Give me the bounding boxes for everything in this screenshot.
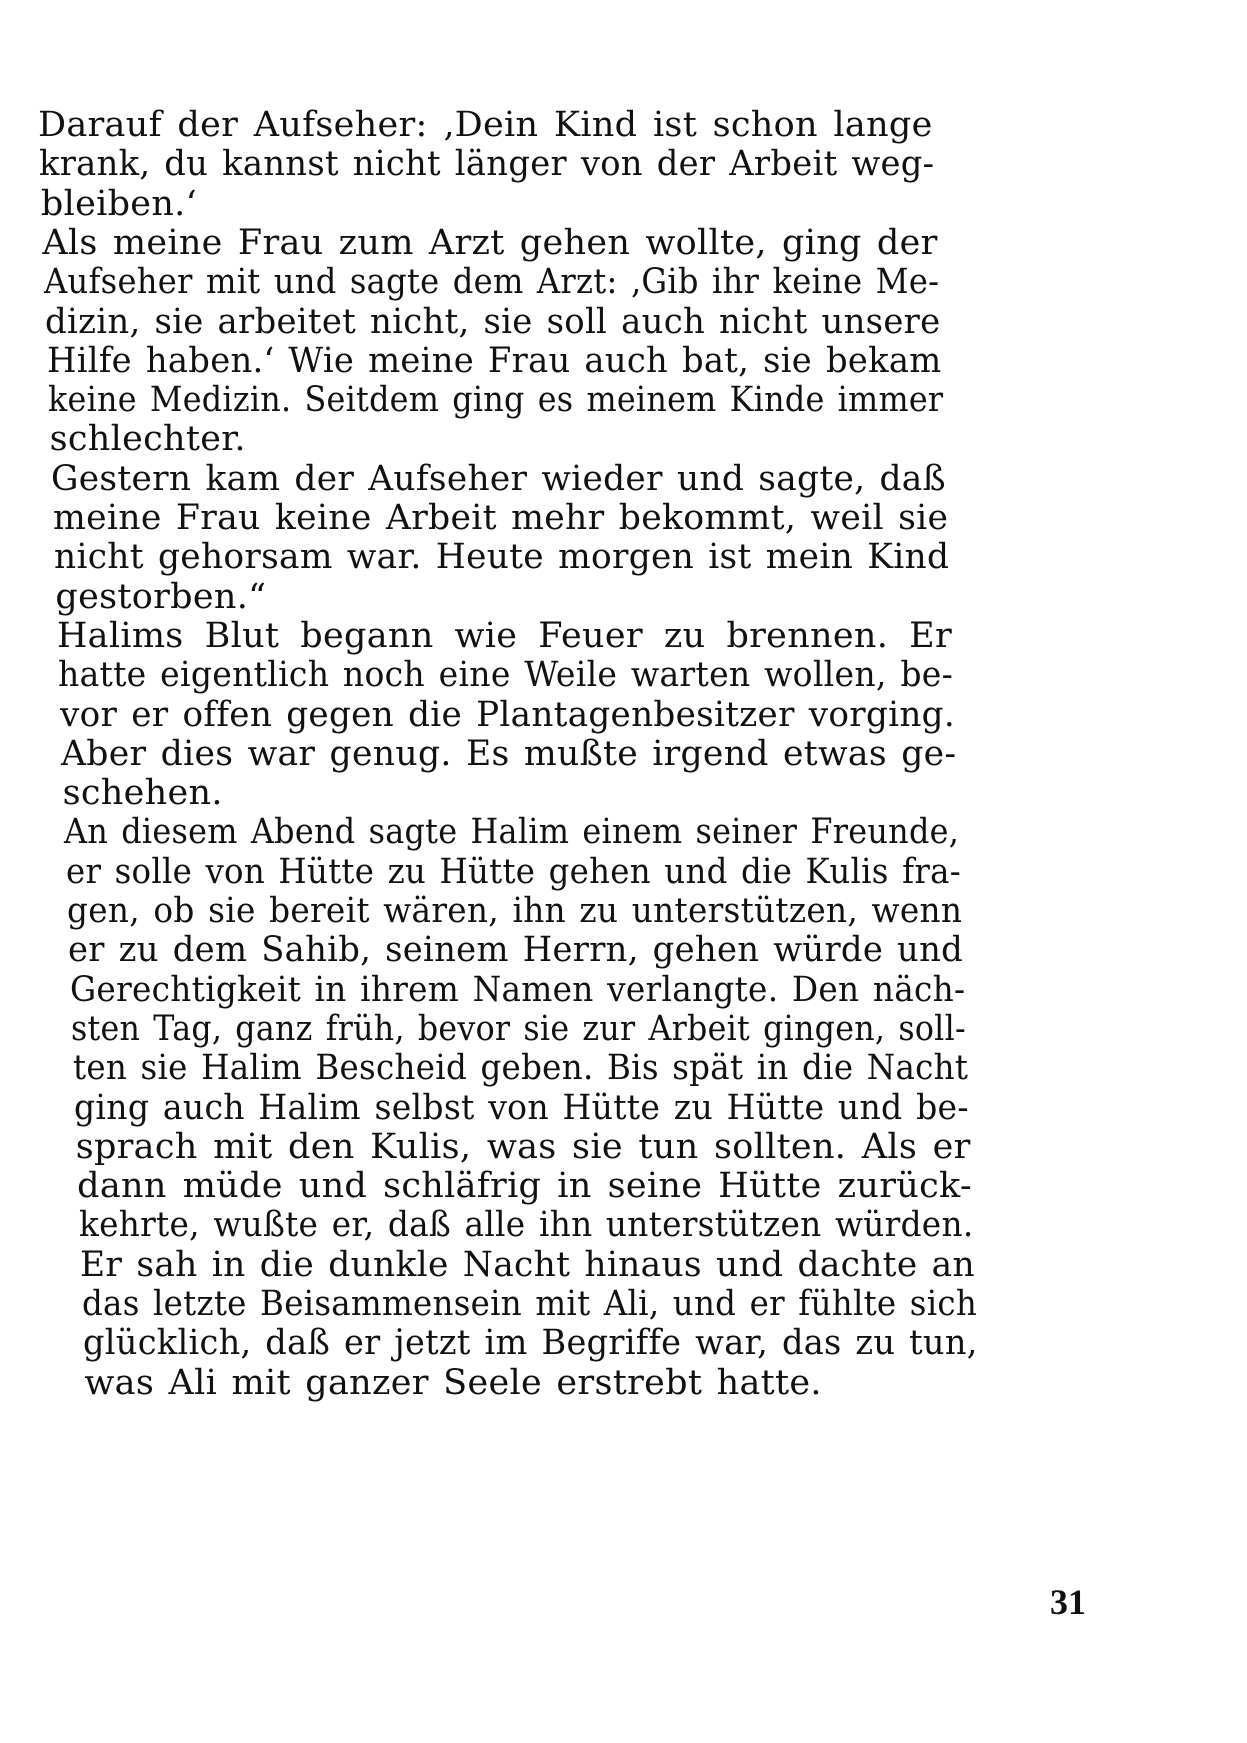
text-line: Als meine Frau zum Arzt gehen wollte, ging der bbox=[42, 222, 938, 263]
text-line: keine Medizin. Seitdem ging es meinem Kinde immer bbox=[48, 380, 944, 421]
text-line: krank, du kannst nicht länger von der Arbeit weg- bbox=[39, 144, 935, 185]
text-line: das letzte Beisammensein mit Ali, und er fühlte sich bbox=[81, 1284, 977, 1324]
text-line: ging auch Halim selbst von Hütte zu Hütte und be- bbox=[74, 1087, 970, 1128]
text-line: Aber dies war genug. Es mußte irgend etwas ge- bbox=[61, 733, 957, 774]
text-line: Halims Blut begann wie Feuer zu brennen. Er bbox=[56, 615, 953, 656]
text-line: An diesem Abend sagte Halim einem seiner Freunde, bbox=[64, 812, 960, 853]
text-line: gen, ob sie bereit wären, ihn zu unterstützen, wenn bbox=[67, 891, 963, 931]
text-line: schlechter. bbox=[49, 419, 246, 460]
text-line: dann müde und schläfrig in seine Hütte zurück- bbox=[77, 1166, 972, 1207]
text-line: Gestern kam der Aufseher wieder und sagte, daß bbox=[51, 458, 946, 499]
text-line: Er sah in die dunkle Nacht hinaus und dachte an bbox=[80, 1244, 976, 1285]
text-line: sprach mit den Kulis, was sie tun sollten. Als er bbox=[75, 1126, 971, 1167]
text-line: meine Frau keine Arbeit mehr bekommt, weil sie bbox=[52, 498, 948, 538]
text-line: er zu dem Sahib, seinem Herrn, gehen würde und bbox=[68, 930, 964, 971]
text-line: er solle von Hütte zu Hütte gehen und die Kulis fra- bbox=[65, 851, 961, 892]
text-line: Darauf der Aufseher: ‚Dein Kind ist schon lange bbox=[38, 105, 933, 145]
text-line: kehrte, wußte er, daß alle ihn unterstützen würden. bbox=[78, 1205, 974, 1246]
text-line: glücklich, daß er jetzt im Begriffe war, das zu tun, bbox=[82, 1323, 978, 1364]
text-line: dizin, sie arbeitet nicht, sie soll auch nicht unsere bbox=[45, 301, 941, 342]
text-line: Gerechtigkeit in ihrem Namen verlangte. Den näch- bbox=[69, 969, 966, 1010]
text-line: Hilfe haben.‘ Wie meine Frau auch bat, sie bekam bbox=[46, 340, 942, 381]
text-line: gestorben.“ bbox=[55, 576, 267, 617]
text-line: was Ali mit ganzer Seele erstrebt hatte. bbox=[84, 1362, 822, 1403]
text-line: vor er offen gegen die Plantagenbesitzer vorging. bbox=[59, 694, 955, 735]
text-line: Aufseher mit und sagte dem Arzt: ‚Gib ihr keine Me- bbox=[43, 262, 940, 303]
text-line: nicht gehorsam war. Heute morgen ist mein Kind bbox=[53, 537, 950, 578]
text-line: hatte eigentlich noch eine Weile warten wollen, be- bbox=[58, 655, 954, 696]
text-line: bleiben.‘ bbox=[40, 183, 198, 224]
page-number: 31 bbox=[1050, 1582, 1086, 1622]
text-line: sten Tag, ganz früh, bevor sie zur Arbeit gingen, soll- bbox=[71, 1008, 967, 1049]
text-line: schehen. bbox=[62, 773, 223, 814]
text-line: ten sie Halim Bescheid geben. Bis spät in die Nacht bbox=[72, 1048, 969, 1089]
